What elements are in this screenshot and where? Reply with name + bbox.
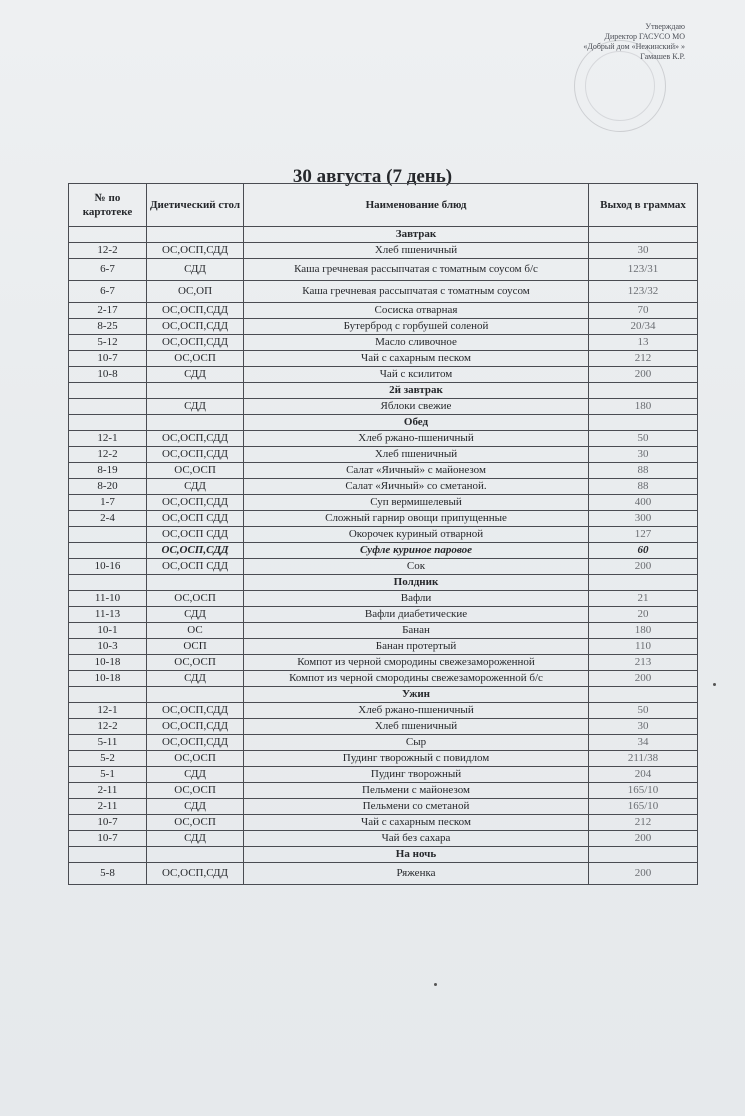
card-number-cell bbox=[69, 543, 147, 559]
dish-name-cell: Пельмени со сметаной bbox=[244, 799, 589, 815]
dish-name-cell: Чай с ксилитом bbox=[244, 367, 589, 383]
diet-table-cell: ОС,ОСП,СДД bbox=[147, 319, 244, 335]
table-row bbox=[69, 335, 698, 351]
dish-name-cell: Хлеб пшеничный bbox=[244, 243, 589, 259]
approval-line: Гамашев К.Р. bbox=[640, 52, 685, 61]
meal-section-row bbox=[69, 227, 698, 243]
diet-table-cell: ОС,ОСП bbox=[147, 783, 244, 799]
card-number-cell: 12-1 bbox=[69, 431, 147, 447]
dish-name-cell: Вафли bbox=[244, 591, 589, 607]
table-header-row bbox=[69, 184, 698, 227]
yield-cell bbox=[589, 415, 698, 431]
card-number-cell: 12-1 bbox=[69, 703, 147, 719]
table-row bbox=[69, 559, 698, 575]
yield-cell: 13 bbox=[589, 335, 698, 351]
diet-table-cell: ОС,ОСП bbox=[147, 591, 244, 607]
dish-name-cell: Компот из черной смородины свежезамороженной bbox=[244, 655, 589, 671]
diet-table-cell: СДД bbox=[147, 479, 244, 495]
table-row bbox=[69, 623, 698, 639]
card-number-cell: 5-2 bbox=[69, 751, 147, 767]
diet-table-cell: ОСП bbox=[147, 639, 244, 655]
dish-name-cell: 2й завтрак bbox=[244, 383, 589, 399]
diet-table-cell: СДД bbox=[147, 831, 244, 847]
diet-table-cell: СДД bbox=[147, 767, 244, 783]
table-row bbox=[69, 399, 698, 415]
card-number-cell: 12-2 bbox=[69, 447, 147, 463]
dish-name-cell: Чай без сахара bbox=[244, 831, 589, 847]
card-number-cell: 2-17 bbox=[69, 303, 147, 319]
yield-cell: 165/10 bbox=[589, 783, 698, 799]
dish-name-cell: Чай с сахарным песком bbox=[244, 351, 589, 367]
dish-name-cell: Каша гречневая рассыпчатая с томатным соусом bbox=[244, 281, 589, 303]
dish-name-cell: Сыр bbox=[244, 735, 589, 751]
table-row bbox=[69, 591, 698, 607]
dish-name-cell: Хлеб ржано-пшеничный bbox=[244, 703, 589, 719]
yield-cell: 127 bbox=[589, 527, 698, 543]
table-row bbox=[69, 511, 698, 527]
dish-name-cell: На ночь bbox=[244, 847, 589, 863]
diet-table-cell bbox=[147, 415, 244, 431]
card-number-cell: 10-3 bbox=[69, 639, 147, 655]
table-row bbox=[69, 735, 698, 751]
dish-name-cell: Суфле куриное паровое bbox=[244, 543, 589, 559]
table-row bbox=[69, 527, 698, 543]
yield-cell: 180 bbox=[589, 623, 698, 639]
card-number-cell bbox=[69, 575, 147, 591]
yield-cell: 34 bbox=[589, 735, 698, 751]
table-row bbox=[69, 815, 698, 831]
card-number-cell: 8-25 bbox=[69, 319, 147, 335]
dish-name-cell: Окорочек куриный отварной bbox=[244, 527, 589, 543]
card-number-cell: 10-1 bbox=[69, 623, 147, 639]
card-number-cell bbox=[69, 527, 147, 543]
diet-table-cell: ОС,ОСП,СДД bbox=[147, 447, 244, 463]
card-number-cell: 10-16 bbox=[69, 559, 147, 575]
meal-section-row bbox=[69, 687, 698, 703]
table-row bbox=[69, 751, 698, 767]
dish-name-cell: Суп вермишелевый bbox=[244, 495, 589, 511]
table-row bbox=[69, 367, 698, 383]
table-row bbox=[69, 783, 698, 799]
diet-table-cell: ОС,ОСП,СДД bbox=[147, 735, 244, 751]
yield-cell: 200 bbox=[589, 863, 698, 885]
dish-name-cell: Бутерброд с горбушей соленой bbox=[244, 319, 589, 335]
diet-table-cell: ОС,ОСП СДД bbox=[147, 527, 244, 543]
diet-table-cell bbox=[147, 847, 244, 863]
dish-name-cell: Сложный гарнир овощи припущенные bbox=[244, 511, 589, 527]
diet-table-cell bbox=[147, 687, 244, 703]
table-row bbox=[69, 259, 698, 281]
yield-cell: 60 bbox=[589, 543, 698, 559]
table-row bbox=[69, 351, 698, 367]
diet-table-cell: ОС bbox=[147, 623, 244, 639]
card-number-cell bbox=[69, 383, 147, 399]
menu-table bbox=[68, 183, 698, 885]
diet-table-cell: ОС,ОСП,СДД bbox=[147, 303, 244, 319]
diet-table-cell: ОС,ОСП,СДД bbox=[147, 863, 244, 885]
yield-cell bbox=[589, 383, 698, 399]
dish-name-cell: Банан bbox=[244, 623, 589, 639]
dish-name-cell: Каша гречневая рассыпчатая с томатным соусом б/с bbox=[244, 259, 589, 281]
card-number-cell: 5-11 bbox=[69, 735, 147, 751]
card-number-cell: 10-7 bbox=[69, 351, 147, 367]
yield-cell: 123/31 bbox=[589, 259, 698, 281]
diet-table-cell: ОС,ОСП,СДД bbox=[147, 543, 244, 559]
table-row bbox=[69, 447, 698, 463]
yield-cell: 20 bbox=[589, 607, 698, 623]
meal-section-row bbox=[69, 415, 698, 431]
table-row bbox=[69, 671, 698, 687]
approval-line: «Добрый дом «Нежинский» » bbox=[583, 42, 685, 51]
diet-table-cell: ОС,ОСП СДД bbox=[147, 559, 244, 575]
yield-cell: 110 bbox=[589, 639, 698, 655]
dish-name-cell: Пельмени с майонезом bbox=[244, 783, 589, 799]
yield-cell: 88 bbox=[589, 479, 698, 495]
diet-table-cell: ОС,ОП bbox=[147, 281, 244, 303]
dish-name-cell: Чай с сахарным песком bbox=[244, 815, 589, 831]
card-number-cell: 11-13 bbox=[69, 607, 147, 623]
dish-name-cell: Салат «Яичный» со сметаной. bbox=[244, 479, 589, 495]
card-number-cell: 10-18 bbox=[69, 671, 147, 687]
yield-cell: 211/38 bbox=[589, 751, 698, 767]
table-row bbox=[69, 655, 698, 671]
yield-cell: 50 bbox=[589, 431, 698, 447]
diet-table-cell: ОС,ОСП bbox=[147, 655, 244, 671]
yield-cell: 50 bbox=[589, 703, 698, 719]
diet-table-cell bbox=[147, 575, 244, 591]
table-row bbox=[69, 639, 698, 655]
yield-cell: 180 bbox=[589, 399, 698, 415]
approval-line: Утверждаю bbox=[645, 22, 685, 31]
speck bbox=[434, 983, 437, 986]
yield-cell: 200 bbox=[589, 671, 698, 687]
yield-cell bbox=[589, 687, 698, 703]
yield-cell: 70 bbox=[589, 303, 698, 319]
diet-table-cell: СДД bbox=[147, 399, 244, 415]
table-row bbox=[69, 495, 698, 511]
table-row bbox=[69, 431, 698, 447]
diet-table-cell: ОС,ОСП bbox=[147, 351, 244, 367]
speck bbox=[713, 683, 716, 686]
yield-cell: 212 bbox=[589, 351, 698, 367]
approval-line: Директор ГАСУСО МО bbox=[604, 32, 685, 41]
table-row bbox=[69, 319, 698, 335]
card-number-cell bbox=[69, 687, 147, 703]
dish-name-cell: Сок bbox=[244, 559, 589, 575]
header-yield: Выход в граммах bbox=[589, 184, 698, 227]
header-dish-name: Наименование блюд bbox=[244, 184, 589, 227]
card-number-cell bbox=[69, 847, 147, 863]
yield-cell: 204 bbox=[589, 767, 698, 783]
diet-table-cell: ОС,ОСП,СДД bbox=[147, 495, 244, 511]
table-row bbox=[69, 479, 698, 495]
card-number-cell: 2-11 bbox=[69, 783, 147, 799]
header-diet-table: Диетический стол bbox=[147, 184, 244, 227]
table-row bbox=[69, 831, 698, 847]
card-number-cell: 11-10 bbox=[69, 591, 147, 607]
card-number-cell: 10-7 bbox=[69, 831, 147, 847]
diet-table-cell: ОС,ОСП,СДД bbox=[147, 335, 244, 351]
dish-name-cell: Банан протертый bbox=[244, 639, 589, 655]
table-row bbox=[69, 243, 698, 259]
diet-table-cell: СДД bbox=[147, 367, 244, 383]
header-card-number: № по картотеке bbox=[69, 184, 147, 227]
table-row bbox=[69, 703, 698, 719]
dish-name-cell: Салат «Яичный» с майонезом bbox=[244, 463, 589, 479]
card-number-cell: 5-8 bbox=[69, 863, 147, 885]
dish-name-cell: Компот из черной смородины свежезамороженной б/с bbox=[244, 671, 589, 687]
dish-name-cell: Ужин bbox=[244, 687, 589, 703]
dish-name-cell: Вафли диабетические bbox=[244, 607, 589, 623]
yield-cell: 200 bbox=[589, 367, 698, 383]
dish-name-cell: Обед bbox=[244, 415, 589, 431]
yield-cell: 400 bbox=[589, 495, 698, 511]
table-row bbox=[69, 543, 698, 559]
card-number-cell: 10-8 bbox=[69, 367, 147, 383]
menu-title: 30 августа (7 день) bbox=[292, 166, 453, 187]
meal-section-row bbox=[69, 575, 698, 591]
yield-cell: 165/10 bbox=[589, 799, 698, 815]
yield-cell: 30 bbox=[589, 447, 698, 463]
diet-table-cell: ОС,ОСП,СДД bbox=[147, 431, 244, 447]
diet-table-cell: ОС,ОСП bbox=[147, 815, 244, 831]
approval-stamp bbox=[565, 22, 685, 102]
card-number-cell: 12-2 bbox=[69, 243, 147, 259]
diet-table-cell: ОС,ОСП,СДД bbox=[147, 719, 244, 735]
dish-name-cell: Сосиска отварная bbox=[244, 303, 589, 319]
yield-cell: 30 bbox=[589, 243, 698, 259]
dish-name-cell: Завтрак bbox=[244, 227, 589, 243]
meal-section-row bbox=[69, 383, 698, 399]
diet-table-cell: ОС,ОСП,СДД bbox=[147, 243, 244, 259]
table-row bbox=[69, 863, 698, 885]
card-number-cell bbox=[69, 227, 147, 243]
card-number-cell: 1-7 bbox=[69, 495, 147, 511]
yield-cell: 300 bbox=[589, 511, 698, 527]
table-row bbox=[69, 607, 698, 623]
table-row bbox=[69, 281, 698, 303]
card-number-cell: 5-1 bbox=[69, 767, 147, 783]
card-number-cell: 10-18 bbox=[69, 655, 147, 671]
yield-cell bbox=[589, 575, 698, 591]
card-number-cell: 12-2 bbox=[69, 719, 147, 735]
yield-cell: 21 bbox=[589, 591, 698, 607]
diet-table-cell bbox=[147, 227, 244, 243]
menu-table-body bbox=[69, 227, 698, 885]
dish-name-cell: Пудинг творожный bbox=[244, 767, 589, 783]
table-row bbox=[69, 303, 698, 319]
card-number-cell bbox=[69, 415, 147, 431]
table-row bbox=[69, 799, 698, 815]
card-number-cell: 2-11 bbox=[69, 799, 147, 815]
card-number-cell: 10-7 bbox=[69, 815, 147, 831]
dish-name-cell: Ряженка bbox=[244, 863, 589, 885]
dish-name-cell: Хлеб ржано-пшеничный bbox=[244, 431, 589, 447]
yield-cell bbox=[589, 847, 698, 863]
table-row bbox=[69, 719, 698, 735]
dish-name-cell: Полдник bbox=[244, 575, 589, 591]
diet-table-cell: СДД bbox=[147, 607, 244, 623]
card-number-cell: 2-4 bbox=[69, 511, 147, 527]
meal-section-row bbox=[69, 847, 698, 863]
diet-table-cell bbox=[147, 383, 244, 399]
table-row bbox=[69, 463, 698, 479]
yield-cell: 30 bbox=[589, 719, 698, 735]
card-number-cell: 5-12 bbox=[69, 335, 147, 351]
diet-table-cell: ОС,ОСП СДД bbox=[147, 511, 244, 527]
table-row bbox=[69, 767, 698, 783]
yield-cell: 200 bbox=[589, 831, 698, 847]
diet-table-cell: СДД bbox=[147, 799, 244, 815]
yield-cell bbox=[589, 227, 698, 243]
card-number-cell: 6-7 bbox=[69, 281, 147, 303]
dish-name-cell: Яблоки свежие bbox=[244, 399, 589, 415]
yield-cell: 200 bbox=[589, 559, 698, 575]
diet-table-cell: СДД bbox=[147, 259, 244, 281]
yield-cell: 20/34 bbox=[589, 319, 698, 335]
yield-cell: 213 bbox=[589, 655, 698, 671]
dish-name-cell: Хлеб пшеничный bbox=[244, 447, 589, 463]
diet-table-cell: ОС,ОСП bbox=[147, 463, 244, 479]
dish-name-cell: Масло сливочное bbox=[244, 335, 589, 351]
dish-name-cell: Пудинг творожный с повидлом bbox=[244, 751, 589, 767]
diet-table-cell: ОС,ОСП,СДД bbox=[147, 703, 244, 719]
diet-table-cell: СДД bbox=[147, 671, 244, 687]
diet-table-cell: ОС,ОСП bbox=[147, 751, 244, 767]
yield-cell: 88 bbox=[589, 463, 698, 479]
dish-name-cell: Хлеб пшеничный bbox=[244, 719, 589, 735]
card-number-cell: 8-19 bbox=[69, 463, 147, 479]
card-number-cell: 6-7 bbox=[69, 259, 147, 281]
yield-cell: 212 bbox=[589, 815, 698, 831]
yield-cell: 123/32 bbox=[589, 281, 698, 303]
card-number-cell: 8-20 bbox=[69, 479, 147, 495]
card-number-cell bbox=[69, 399, 147, 415]
